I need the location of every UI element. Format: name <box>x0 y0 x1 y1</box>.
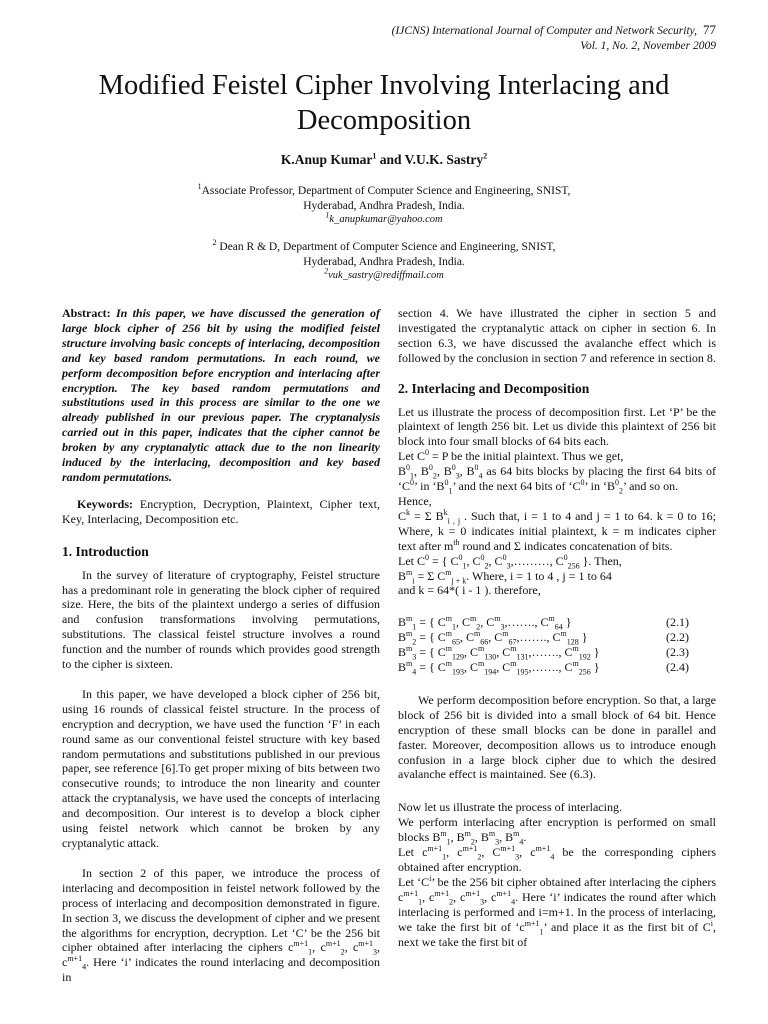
volume-info: Vol. 1, No. 2, November 2009 <box>580 40 716 52</box>
running-header <box>392 22 716 54</box>
sec2-interlacing-intro: Now let us illustrate the process of interlacing. <box>398 800 622 815</box>
equation-2-2: $B^m_2$ = { $C^m_{65}$, $C^m_{66}$, $C^m_{67},\dots\dots$., $C^m_{128}$ } (2.2) <box>398 629 689 647</box>
equation-2-1: $B^m_1$ = { $C^m_1$, $C^m_2$, $C^m_3,\dots\dots$., $C^m_{64}$ } (2.1) <box>398 614 689 632</box>
equation-block <box>398 615 716 675</box>
sec2-hence: Hence, <box>398 493 432 508</box>
abstract: Abstract: In this paper, we have discussed the generation of large block cipher of 256 bit by using the modified feistel structure involving basic concepts of interlacing, decomposition and key based random permutations. In each round, we perform decomposition before encryption and interlacing after encryption. The key based random permutations and substitutions used in this process are similar to the one we already published in our previous paper. The cryptanalysis carried out in this paper, indicates that the cipher cannot be broken by any cryptanalytic attack due to the non linearity induced by the interlacing, decomposition and key based random permutations. <box>62 306 380 484</box>
sec2-blocks: $B^0_1$, $B^0_2$, $B^0_3$, $B^0_4$ as 64 bits blocks by placing the first 64 bits of ‘$C^0$’ in ‘$B^0_1$’ and the next 64 bits of ‘$C^0$’ in ‘$B^0_2$’ and so on. <box>398 463 716 496</box>
email-1: k_anupkumar@yahoo.com <box>329 214 443 225</box>
intro-paragraph-3: In section 2 of this paper, we introduce the process of interlacing and decomposition in feistel network followed by the process of interlacing and decomposition demonstrated in figure. In section 3, we discuss the development of cipher and we present the algorithms for encryption, decryption. Let ‘C’ be the 256 bit cipher obtained after interlacing the ciphers $c^{m+1}_1$, $c^{m+1}_2$, $c^{m+1}_3$, $c^{m+1}_4$. Here ‘i’ indicates the round interlacing and decomposition in <box>62 865 381 985</box>
section-heading-interlacing: 2. Interlacing and Decomposition <box>398 380 590 396</box>
left-column <box>62 306 380 985</box>
journal-name: (IJCNS) International Journal of Computer and Network Security, <box>391 25 697 37</box>
affiliation-2: $^2$ Dean R & D, Department of Computer Science and Engineering, SNIST, Hyderabad, Andhra Pradesh, India. $^2$vuk_sastry@rediffmail.com <box>212 238 556 281</box>
equation-2-4: $B^m_4$ = { $C^m_{193}$, $C^m_{194}$, $C^m_{195},\dots\dots$., $C^m_{256}$ } (2.4) <box>398 659 689 677</box>
sec2-let-c0: Let $C^0 = P$ be the initial plaintext. Thus we get, <box>398 448 624 464</box>
paper-title: Modified Feistel Cipher Involving Interlacing and Decomposition <box>98 70 670 136</box>
sec2-c0-set: Let $C^0$ = { $C^0_1$, $C^0_2$, $C^0_3,\dots\dots\dots$, $C^0_{256}$ }. Then, <box>398 552 622 570</box>
sec2-k-definition: and k = 64*( i - 1 ). therefore, <box>398 583 541 598</box>
intro-paragraph-1: In the survey of literature of cryptography, Feistel structure has a predominant role in generating the block cipher of required size. Here, the bits of the plaintext undergo a series of diffusion and confusion transformations involving permutations, substitutions. The classical feistel structure involves a round function and the number of rounds which provides good strength to the cipher is sixteen. <box>62 567 380 672</box>
author-2: V.U.K. Sastry <box>404 152 484 167</box>
sec2-bm-definition: $B^m_i = \Sigma$ $C^m_{j + k}$. Where, i = 1 to 4 , j = 1 to 64 <box>398 567 612 585</box>
affiliation-1: $^1$Associate Professor, Department of Computer Science and Engineering, SNIST, Hyderabad, Andhra Pradesh, India. $^1$k_anupkumar@yahoo.com <box>197 182 571 225</box>
equation-2-3: $B^m_3$ = { $C^m_{129}$, $C^m_{130}$, $C^m_{131},\dots\dots$., $C^m_{192}$ } (2.3) <box>398 644 689 662</box>
sec2-paragraph-1: Let us illustrate the process of decomposition first. Let ‘P’ be the plaintext of length 256 bit. Let us divide this plaintext of 256 bit block into four small blocks of 64 bits each. <box>398 404 716 449</box>
intro-paragraph-3-cont: section 4. We have illustrated the cipher in section 5 and investigated the cryptanalytic attack on cipher in section 6. In section 6.3, we have discussed the avalanche effect which is followed by the conclusion in section 7 and reference in section 8. <box>398 306 716 365</box>
intro-paragraph-2: In this paper, we have developed a block cipher of 256 bit, using 16 rounds of classical feistel structure. In the process of encryption and decryption, we have used the function ‘F’ in each round same as our conventional feistel structure with key based random permutations and substitutions published in our previous paper, see reference [6].To get proper mixing of bits between two consecutive rounds; to introduce the non linearity and counter attack the cryptanalysis, we have used the concepts of interlacing and decomposition. Our interest is to develop a block cipher using feistel network which cannot be broken by any cryptanalytic attack. <box>62 686 380 850</box>
sec2-interlacing-3: Let ‘$C^i$’ be the 256 bit cipher obtained after interlacing the ciphers $c^{m+1}_1$, $c^{m+1}_2$, $c^{m+1}_3$, $c^{m+1}_4$. Here ‘i’ indicates the round after which interlacing is performed and i=m+1. In the process of interlacing, we take the first bit of ‘$c^{m+1}_1$’ and place it as the first bit of $C^i$, next we take the first bit of <box>398 873 716 949</box>
email-2: vuk_sastry@rediffmail.com <box>328 270 444 281</box>
right-column <box>398 306 716 949</box>
keywords: Keywords: Encryption, Decryption, Plaintext, Cipher text, Key, Interlacing, Decomposition etc. <box>62 496 380 526</box>
section-heading-introduction: 1. Introduction <box>62 543 149 559</box>
page-number: 77 <box>703 22 716 37</box>
sec2-ck-definition: $C^k = \Sigma$ $B^k_{i , j}$ . Such that, i = 1 to 4 and j = 1 to 64. k = 0 to 16; Where, k = 0 indicates initial plaintext, k = m indicates cipher text after $m^{th}$ round and Σ indicates concatenation of bits. <box>398 507 716 553</box>
author-1: K.Anup Kumar <box>280 152 373 167</box>
sec2-decomposition-paragraph: We perform decomposition before encryption. So that, a large block of 256 bit is divided into a small block of 64 bit. Hence encryption of these small blocks can be done in parallel and faster. Moreover, decomposition allows us to introduce enough confusion in a large block cipher due to which the desired avalanche effect is maintained. See (6.3). <box>398 692 716 782</box>
sec2-interlacing-1: We perform interlacing after encryption is performed on small blocks $B^m_1$, $B^m_2$, $B^m_3$, $B^m_4$. <box>398 815 716 847</box>
sec2-interlacing-2: Let $c^{m+1}_1$, $c^{m+1}_2$, $C^{m+1}_3$, $c^{m+1}_4$ be the corresponding ciphers obtained after encryption. <box>398 844 716 874</box>
author-line: K.Anup Kumar$^1$ and V.U.K. Sastry$^2$ <box>280 151 488 167</box>
